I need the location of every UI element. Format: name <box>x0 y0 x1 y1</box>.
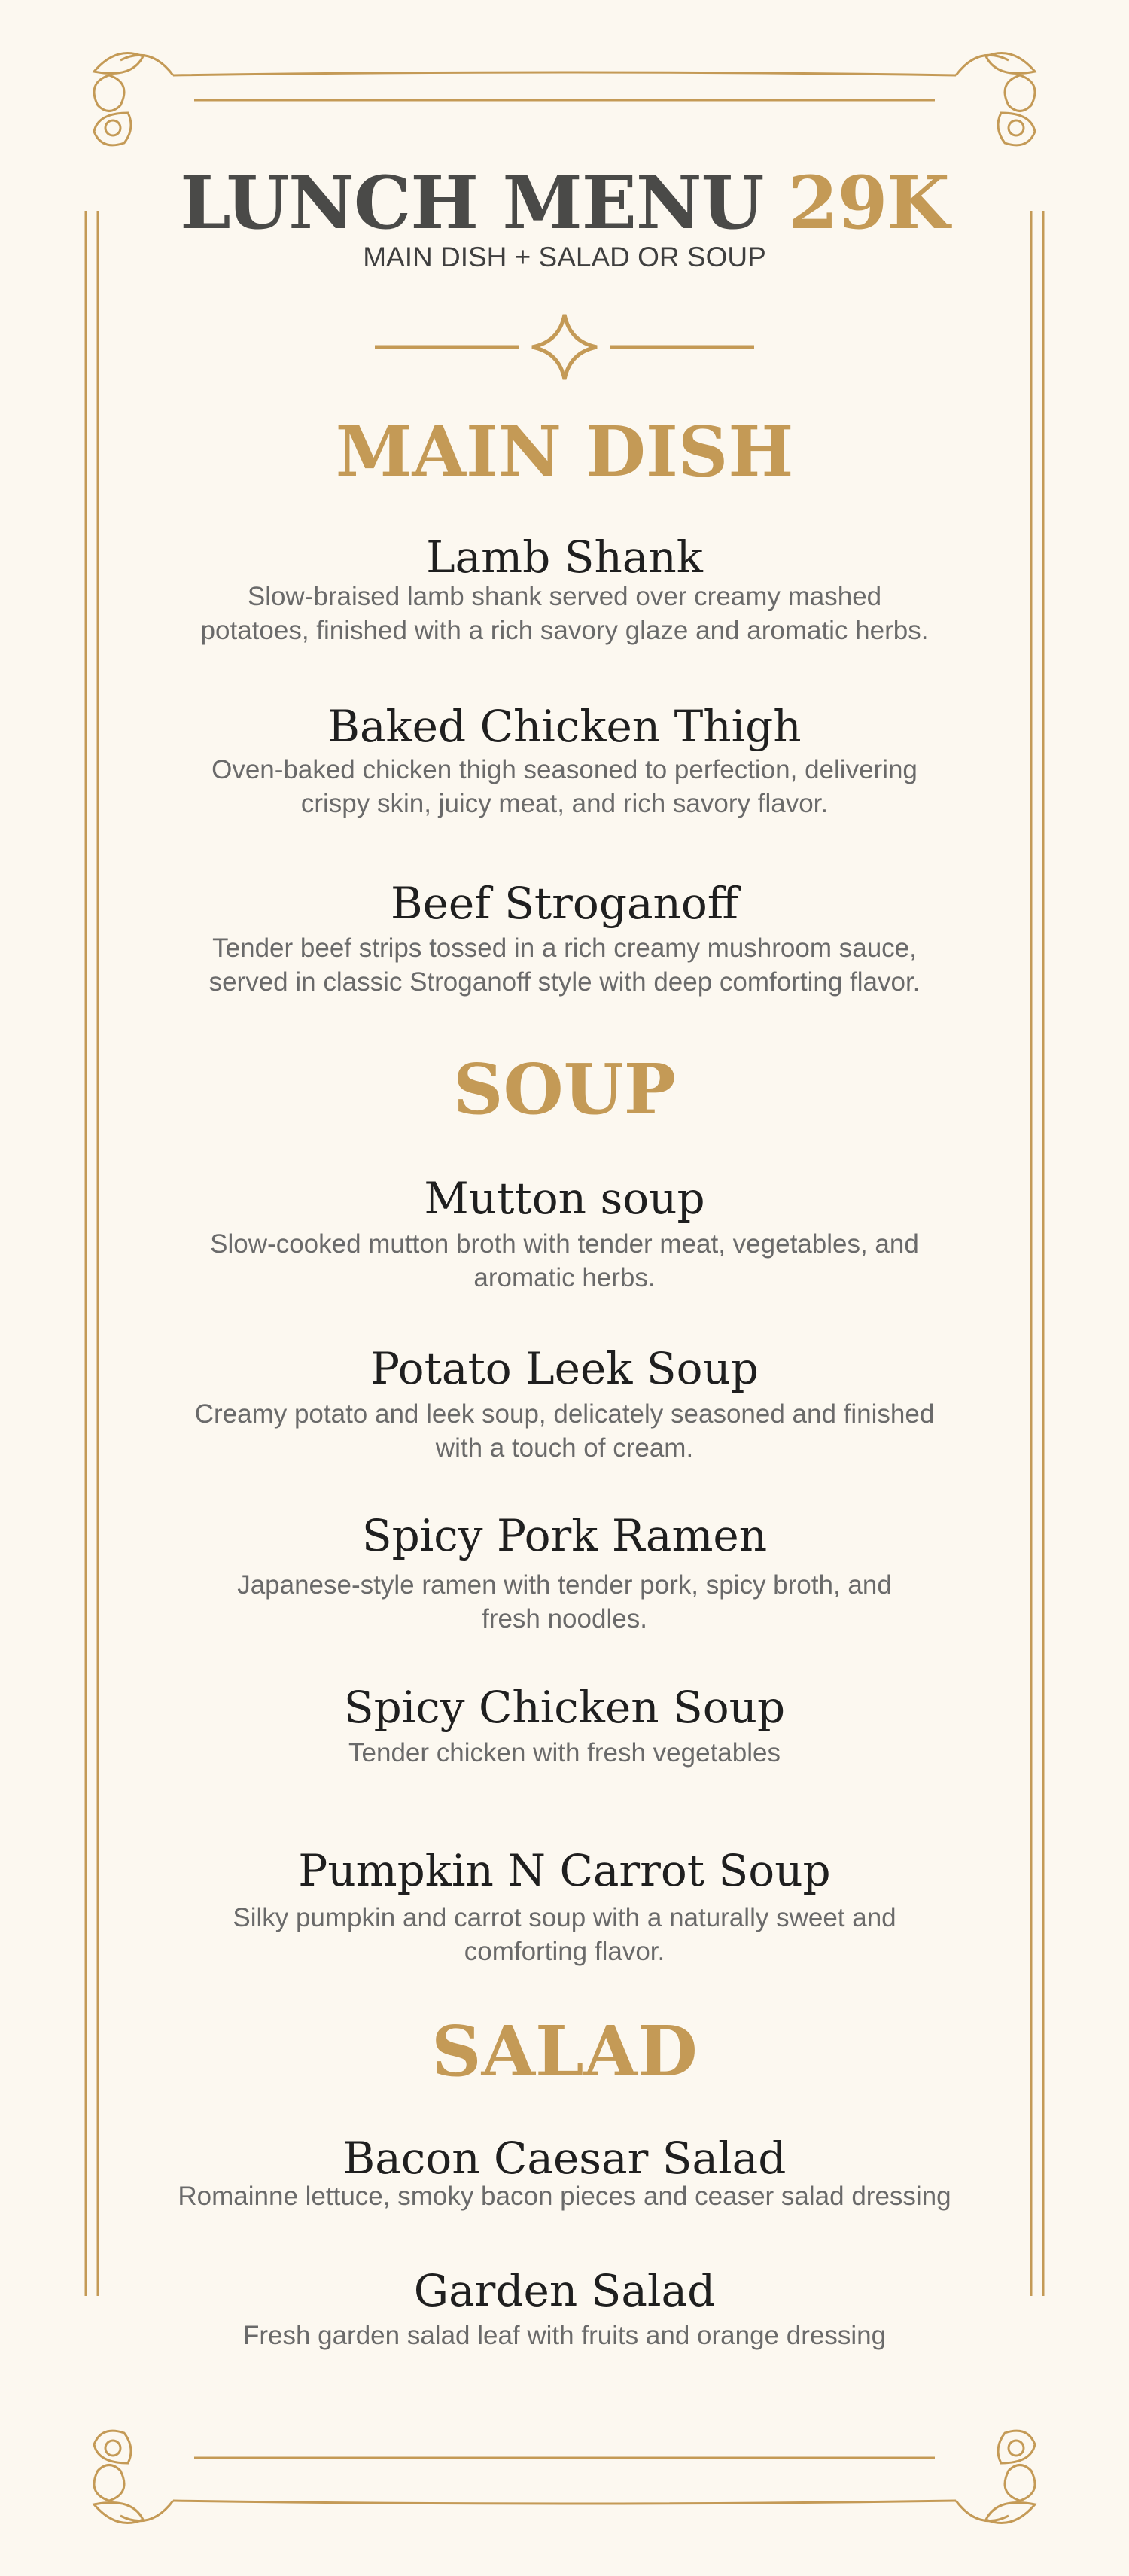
item-desc-spicy-pork-ramen: Japanese-style ramen with tender pork, spicy broth, and fresh noodles. <box>237 1570 892 1634</box>
item-name-spicy-chicken-soup: Spicy Chicken Soup <box>343 1682 786 1733</box>
section-title-salad: SALAD <box>431 2011 698 2092</box>
section-title-soup: SOUP <box>453 1049 676 1130</box>
item-name-garden-salad: Garden Salad <box>413 2265 716 2316</box>
item-name-spicy-pork-ramen: Spicy Pork Ramen <box>361 1510 768 1561</box>
item-name-mutton-soup: Mutton soup <box>424 1173 705 1224</box>
item-name-bacon-caesar-salad: Bacon Caesar Salad <box>342 2133 787 2184</box>
item-name-potato-leek-soup: Potato Leek Soup <box>370 1343 759 1394</box>
title-price: 29K <box>787 160 949 245</box>
section-title-main-dish: MAIN DISH <box>335 411 794 492</box>
item-name-lamb-shank: Lamb Shank <box>426 531 703 583</box>
item-desc-spicy-chicken-soup: Tender chicken with fresh vegetables <box>348 1738 781 1768</box>
item-name-beef-stroganoff: Beef Stroganoff <box>390 878 739 929</box>
item-desc-potato-leek-soup: Creamy potato and leek soup, delicately seasoned and finished with a touch of cream. <box>194 1399 935 1463</box>
floral-corner-icon <box>94 53 173 145</box>
sparkle-star-icon <box>375 315 754 379</box>
item-desc-lamb-shank: Slow-braised lamb shank served over creamy mashed potatoes, finished with a rich savory glaze and aromatic herbs. <box>200 582 929 645</box>
item-desc-garden-salad: Fresh garden salad leaf with fruits and orange dressing <box>242 2321 887 2350</box>
item-desc-bacon-caesar-salad: Romainne lettuce, smoky bacon pieces and ceaser salad dressing <box>178 2182 951 2211</box>
item-desc-beef-stroganoff: Tender beef strips tossed in a rich creamy mushroom sauce, served in classic Stroganoff style with deep comforting flavor. <box>208 933 921 997</box>
item-desc-baked-chicken-thigh: Oven-baked chicken thigh seasoned to perfection, delivering crispy skin, juicy meat, and rich savory flavor. <box>211 755 918 818</box>
item-desc-pumpkin-n-carrot-soup: Silky pumpkin and carrot soup with a naturally sweet and comforting flavor. <box>233 1903 896 1966</box>
page-title <box>0 162 1129 245</box>
title-main: LUNCH MENU <box>180 160 764 245</box>
item-desc-mutton-soup: Slow-cooked mutton broth with tender meat, vegetables, and aromatic herbs. <box>210 1229 919 1293</box>
item-name-pumpkin-n-carrot-soup: Pumpkin N Carrot Soup <box>298 1845 831 1896</box>
page-subtitle: MAIN DISH + SALAD OR SOUP <box>363 242 766 273</box>
item-name-baked-chicken-thigh: Baked Chicken Thigh <box>327 701 802 752</box>
